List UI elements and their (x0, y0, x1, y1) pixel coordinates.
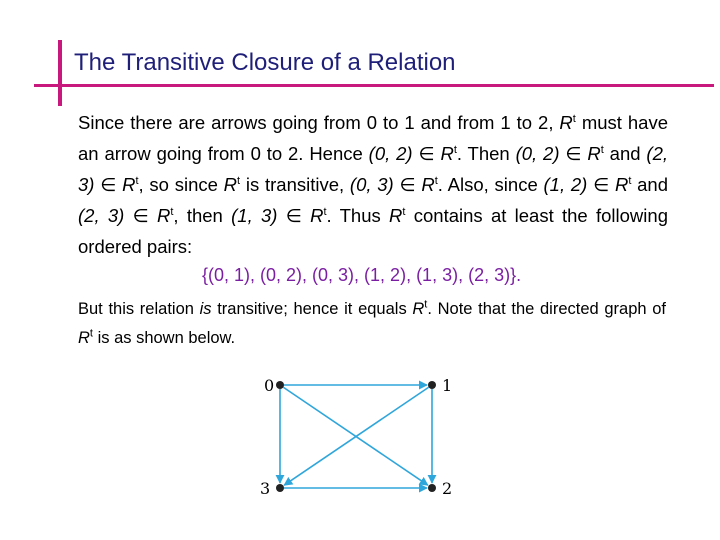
directed-graph (250, 370, 460, 500)
relation-r: R (122, 174, 136, 195)
superscript: t (424, 298, 428, 311)
superscript: t (237, 174, 241, 187)
paragraph-2 (78, 295, 666, 353)
pair-expr: (0, 3) ∈ (349, 174, 422, 195)
accent-horizontal-bar (34, 84, 714, 87)
pair-expr: (2, 3) ∈ (78, 143, 668, 195)
pair-expr: (2, 3) ∈ (78, 205, 157, 226)
node-label-3: 3 (260, 479, 271, 498)
ordered-pairs-set: {(0, 1), (0, 2), (0, 3), (1, 2), (1, 3), (2, 3)}. (202, 265, 522, 285)
relation-r: R (389, 205, 403, 226)
node-label-0: 0 (264, 376, 275, 395)
relation-r: R (440, 143, 454, 164)
text: . Thus (326, 205, 390, 226)
text: , so since (138, 174, 224, 195)
pair-expr: (0, 2) ∈ (368, 143, 441, 164)
node-1 (428, 381, 436, 389)
paragraph-1 (78, 107, 668, 262)
superscript: t (453, 143, 457, 156)
text: . Note that the directed graph of (427, 300, 666, 318)
relation-r: R (78, 329, 90, 347)
text: is transitive, (240, 174, 350, 195)
superscript: t (434, 174, 438, 187)
text: and (631, 174, 669, 195)
text: But this relation (78, 300, 200, 318)
relation-r: R (310, 205, 324, 226)
text: , then (173, 205, 232, 226)
superscript: t (572, 112, 576, 125)
superscript: t (600, 143, 604, 156)
relation-r: R (223, 174, 238, 195)
pair-expr: (0, 2) ∈ (515, 143, 588, 164)
superscript: t (89, 327, 93, 340)
superscript: t (323, 205, 327, 218)
relation-r: R (421, 174, 435, 195)
node-2 (428, 484, 436, 492)
accent-vertical-bar (58, 40, 62, 106)
node-3 (276, 484, 284, 492)
pair-expr: (1, 2) ∈ (543, 174, 615, 195)
text: Since there are arrows going from 0 to 1 and from 1 to 2, (78, 112, 560, 133)
text: is as shown below. (92, 329, 236, 347)
node-0 (276, 381, 284, 389)
text: . Also, since (437, 174, 544, 195)
relation-r: R (559, 112, 573, 133)
emphasis: is (199, 300, 212, 318)
relation-r: R (587, 143, 601, 164)
text: transitive; hence it equals (211, 300, 413, 318)
node-label-1: 1 (442, 376, 453, 395)
relation-r: R (156, 205, 171, 226)
superscript: t (135, 174, 139, 187)
relation-r: R (614, 174, 629, 195)
text: . Then (456, 143, 516, 164)
text: must have an arrow going from 0 to 2. Hence (78, 112, 668, 164)
pair-expr: (1, 3) ∈ (231, 205, 311, 226)
graph-edges (280, 385, 432, 488)
page-title: The Transitive Closure of a Relation (74, 49, 456, 76)
superscript: t (628, 174, 632, 187)
superscript: t (402, 205, 406, 218)
text: and (603, 143, 647, 164)
superscript: t (170, 205, 174, 218)
relation-r: R (412, 300, 425, 318)
node-label-2: 2 (442, 479, 453, 498)
text: contains at least the following ordered pairs: (78, 205, 668, 257)
